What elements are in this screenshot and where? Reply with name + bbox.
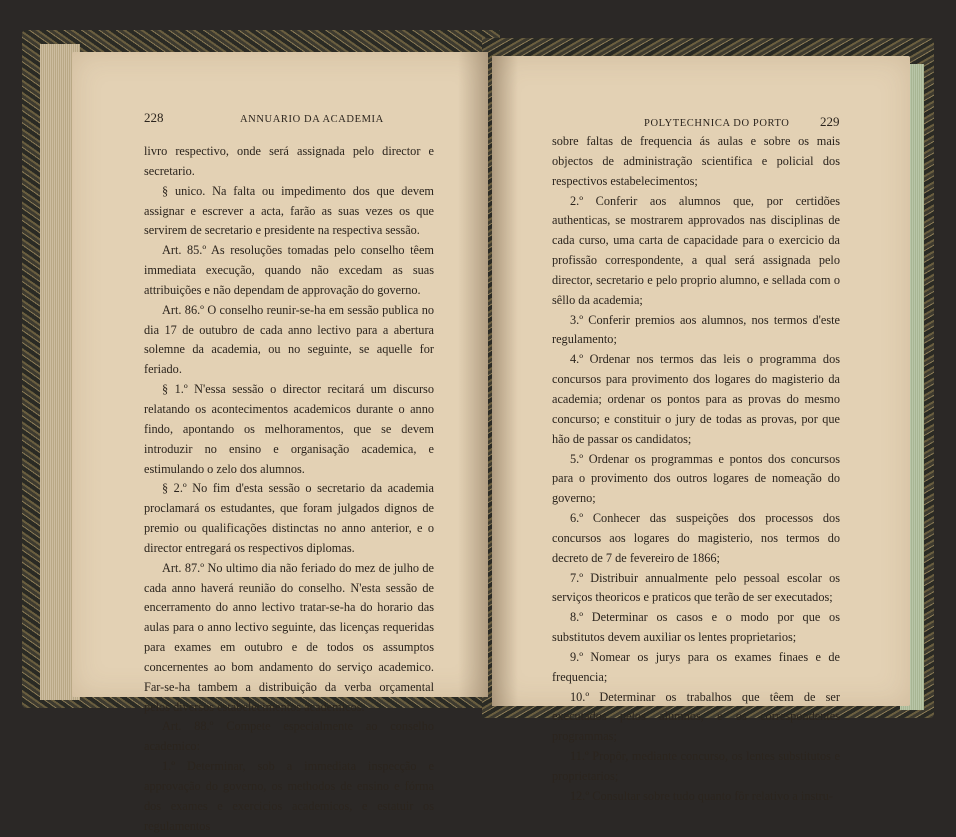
body-text bbox=[552, 132, 840, 807]
paragraph: sobre faltas de frequencia ás aulas e sobre os mais objectos de administração scientifica e policial dos respectivos estabelecimentos; bbox=[552, 134, 840, 188]
gutter-shadow bbox=[492, 56, 518, 706]
paragraph: § 2.º No fim d'esta sessão o secretario da academia proclamará os estudantes, que foram julgados dignos de premio ou qualificações distinctas no anno anterior, e o director entregará os respectivos diplomas. bbox=[144, 481, 434, 555]
paragraph: 5.º Ordenar os programmas e pontos dos concursos para o provimento dos outros logares de nomeação do governo; bbox=[552, 451, 840, 506]
running-head: ANNUARIO DA ACADEMIA bbox=[240, 114, 384, 125]
paragraph: § 1.º N'essa sessão o director recitará um discurso relatando os acontecimentos academicos durante o anno findo, apontando os melhoramentos, que se devem introduzir no ensino e organisação academica, e estimulando o zelo dos alumnos. bbox=[144, 382, 434, 476]
paragraph: 4.º Ordenar nos termos das leis o programma dos concursos para provimento dos logares do magisterio da academia; ordenar os pontos para as provas do mesmo concurso; e constituir o jury de todas as provas, por que hão de passar os candidatos; bbox=[552, 352, 840, 446]
paragraph: 2.º Conferir aos alumnos que, por certidões authenticas, se mostrarem approvados nas disciplinas de cada curso, uma carta de capacidade para o exercicio da profissão correspondente, a qual será assignada pelo director, secretario e pelo proprio alumno, e sellada com o sêllo da academia; bbox=[552, 193, 840, 307]
paragraph: Art. 86.º O conselho reunir-se-ha em sessão publica no dia 17 de outubro de cada anno lectivo para a abertura solemne da academia, ou no seguinte, se aquelle for feriado. bbox=[144, 302, 434, 377]
left-page bbox=[72, 52, 488, 833]
page-number: 229 bbox=[820, 114, 840, 129]
paragraph: 7.º Distribuir annualmente pelo pessoal escolar os serviços theoricos e praticos que terão de ser executados; bbox=[552, 570, 840, 605]
body-text bbox=[144, 142, 434, 837]
paragraph: 11.º Propôr, mediante concurso, os lentes substitutos e proprietarios; bbox=[552, 749, 840, 783]
paragraph: Art. 87.º No ultimo dia não feriado do mez de julho de cada anno haverá reunião do conselho. N'esta sessão de encerramento do anno lectivo tratar-se-ha do horario das aulas para o anno lectivo seguinte, das licenças requeridas para exames em outubro e de todos os assumptos concernentes ao bom andamento do serviço academico. Far-se-ha tambem a distribuição da verba orçamental pelos diversos estabelecimentos academicos. bbox=[144, 560, 434, 714]
gutter-shadow bbox=[458, 52, 488, 697]
paragraph: 10.º Determinar os trabalhos que têem de ser executados pelos alumnos, e os correspondentes programmas; bbox=[552, 689, 840, 744]
paragraph: 3.º Conferir premios aos alumnos, nos termos d'este regulamento; bbox=[552, 312, 840, 347]
paragraph: 12.º Consultar sobre tudo quanto fôr relativo a instru- bbox=[570, 788, 834, 803]
paragraph: § unico. Na falta ou impedimento dos que devem assignar e escrever a acta, farão as suas vezes os que servirem de secretario e presidente na respectiva sessão. bbox=[144, 183, 434, 238]
page-number: 228 bbox=[144, 110, 164, 125]
paragraph: Art. 85.º As resoluções tomadas pelo conselho têem immediata execução, quando não excedam as suas attribuições e não dependam de approvação do governo. bbox=[144, 243, 434, 297]
running-head: POLYTECHNICA DO PORTO bbox=[644, 118, 790, 129]
paragraph: 1.º Determinar, sob a immediata inspecção e approvação do governo, os methodos de ensino e fórma dos exames e exercicios academicos, e estatuir os regulamentos bbox=[144, 759, 434, 833]
paragraph: 8.º Determinar os casos e o modo por que os substitutos devem auxiliar os lentes proprietarios; bbox=[552, 610, 840, 645]
paragraph: Art. 88.º Compete especialmente ao conselho academico: bbox=[144, 719, 434, 754]
paragraph: livro respectivo, onde será assignada pelo director e secretario. bbox=[144, 144, 434, 178]
paragraph: 9.º Nomear os jurys para os exames finaes e de frequencia; bbox=[552, 649, 840, 684]
paragraph: 6.º Conhecer das suspeições dos processos dos concursos aos logares do magisterio, nos termos do decreto de 7 de fevereiro de 1866; bbox=[552, 511, 840, 565]
right-page bbox=[492, 56, 910, 803]
